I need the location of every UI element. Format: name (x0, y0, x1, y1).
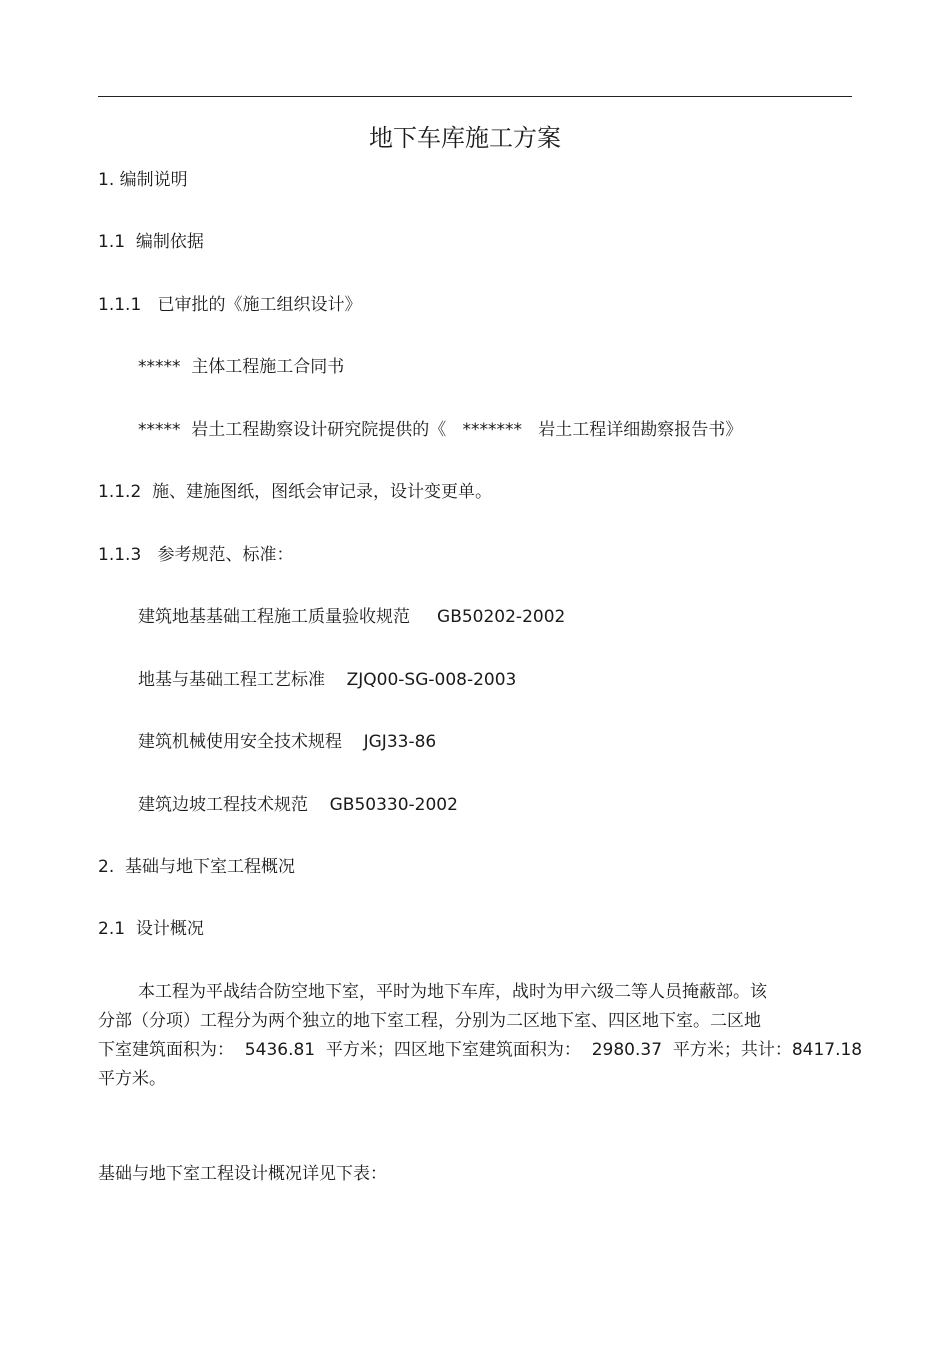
paragraph-line: 本工程为平战结合防空地下室，平时为地下车库，战时为甲六级二等人员掩蔽部。该 (138, 982, 767, 1002)
document-title: 地下车库施工方案 (369, 124, 561, 152)
paragraph-line: 下室建筑面积为： 5436.81 平方米；四区地下室建筑面积为： 2980.37 平方米；共计：8417.18 (98, 1040, 863, 1060)
standard-zjq00: 地基与基础工程工艺标准 ZJQ00-SG-008-2003 (138, 670, 517, 690)
reference-survey-report: ***** 岩土工程勘察设计研究院提供的《 ******* 岩土工程详细勘察报告书》 (138, 420, 743, 440)
heading-2: 2. 基础与地下室工程概况 (98, 857, 296, 877)
item-1-1-2: 1.1.2 施、建施图纸，图纸会审记录，设计变更单。 (98, 482, 493, 502)
design-overview-paragraph (98, 978, 863, 1094)
item-1-1-1: 1.1.1 已审批的《施工组织设计》 (98, 295, 362, 315)
standard-jgj33: 建筑机械使用安全技术规程 JGJ33-86 (138, 732, 437, 752)
heading-2-1: 2.1 设计概况 (98, 919, 204, 939)
reference-contract: ***** 主体工程施工合同书 (138, 357, 345, 377)
paragraph-line: 分部（分项）工程分为两个独立的地下室工程，分别为二区地下室、四区地下室。二区地 (98, 1011, 761, 1031)
item-1-1-3: 1.1.3 参考规范、标准： (98, 545, 294, 565)
heading-1-1: 1.1 编制依据 (98, 232, 204, 252)
paragraph-line: 平方米。 (98, 1069, 166, 1089)
heading-1: 1. 编制说明 (98, 170, 188, 190)
standard-gb50202: 建筑地基基础工程施工质量验收规范 GB50202-2002 (138, 607, 566, 627)
standard-gb50330: 建筑边坡工程技术规范 GB50330-2002 (138, 795, 458, 815)
table-intro: 基础与地下室工程设计概况详见下表： (98, 1164, 387, 1184)
header-rule (98, 96, 852, 97)
